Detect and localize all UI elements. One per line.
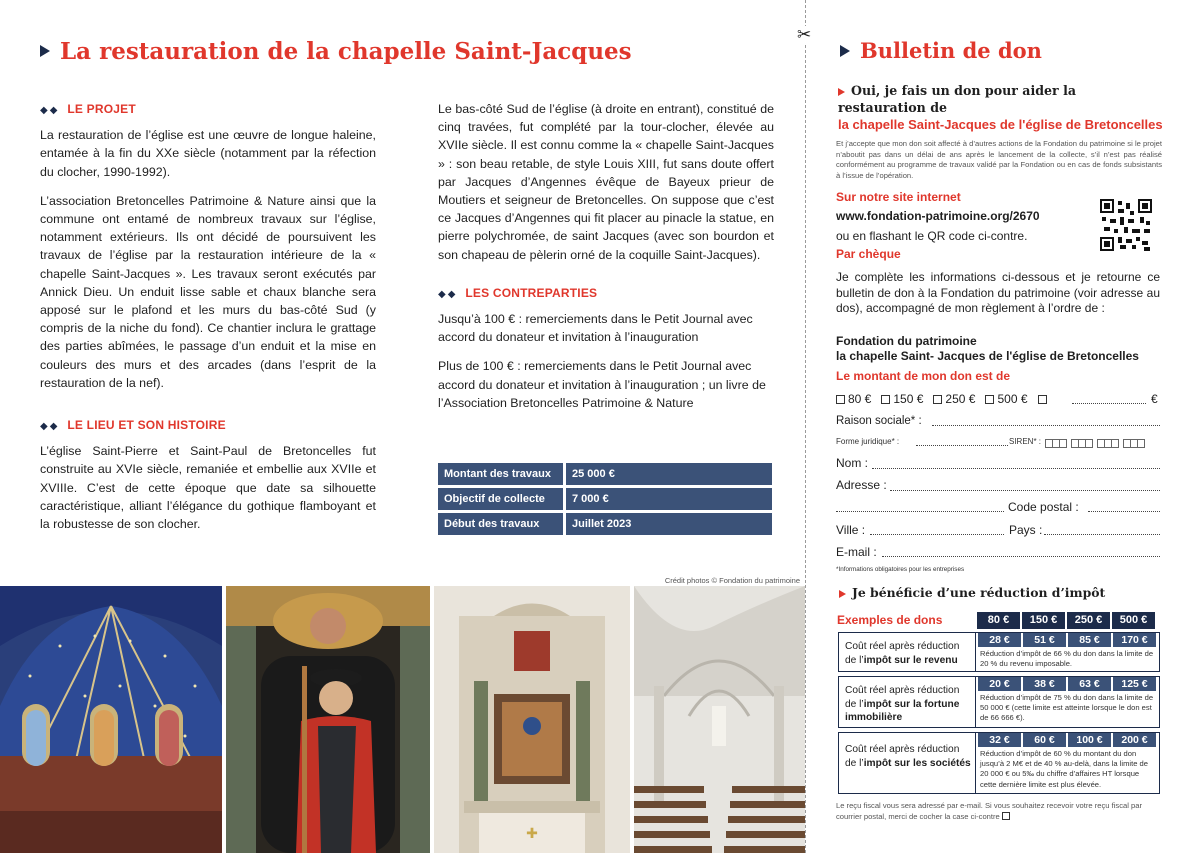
page-title: La restauration de la chapelle Saint-Jacques — [40, 38, 632, 65]
svg-text:✚: ✚ — [526, 825, 538, 841]
donation-intro: Oui, je fais un don pour aider la restauration de la chapelle Saint-Jacques de l'église de Bretoncelles — [838, 83, 1163, 132]
email-field[interactable] — [882, 556, 1160, 557]
donation-form — [806, 0, 1200, 853]
raison-sociale-field[interactable] — [932, 425, 1160, 426]
cost-value: 51 € — [1023, 633, 1066, 647]
photo-retable — [434, 586, 630, 853]
example-row-label: Coût réel après réduction de l’impôt sur les sociétés — [839, 733, 976, 793]
example-amount: 250 € — [1067, 612, 1110, 629]
adresse-field-line-2[interactable] — [836, 511, 1004, 512]
example-row-note: Réduction d’impôt de 60 % du montant du don jusqu’à 2 M€ et de 40 % au-delà, dans la limite de 20 000 € ou 5‰ du chiffre d’affaires HT lorsque cette dernière limite est plus élevée. — [980, 749, 1149, 789]
amount-checkbox-other[interactable] — [1038, 392, 1050, 406]
cost-value: 85 € — [1068, 633, 1111, 647]
cheque-label: Par chèque — [836, 247, 901, 261]
example-row-note: Réduction d’impôt de 75 % du don dans la limite de 50 000 € (cette limite est atteinte lorsque le don est de 66 666 €). — [980, 693, 1154, 723]
amount-checkbox-250[interactable]: 250 € — [933, 392, 975, 406]
contreparties-paragraph-2: Plus de 100 € : remerciements dans le Petit Journal avec accord du donateur et invitation à l’inauguration ; un livre de l’Association Bretoncelles Patrimoine & Nature — [438, 359, 766, 410]
scissors-icon: ✂ — [797, 25, 812, 44]
table-row: Montant des travaux 25 000 € — [438, 463, 772, 485]
diamond-icon: ◆◆ — [40, 421, 60, 433]
section-heading-contreparties: ◆◆ LES CONTREPARTIES — [438, 284, 774, 304]
code-postal-field[interactable] — [1088, 511, 1160, 512]
ville-field[interactable] — [870, 534, 1004, 535]
ville-label: Ville : — [836, 523, 866, 537]
table-row: Objectif de collecte 7 000 € — [438, 488, 772, 510]
acceptance-note: Et j’accepte que mon don soit affecté à d’autres actions de la Fondation du patrimoine si le projet n’aboutit pas dans un délai de ans après le lancement de la collecte, s’il n’est pas réalisé conformément au programme de travaux validé par la Fondation ou en cas de fonds subsistants à l’issue de l’opération. — [836, 139, 1162, 180]
photo-saint-jacques-statue — [226, 586, 430, 853]
cost-value: 60 € — [1023, 733, 1066, 747]
siren-field[interactable] — [1046, 434, 1145, 452]
email-label: E-mail : — [836, 545, 877, 559]
triangle-icon — [839, 590, 846, 598]
bas-cote-paragraph: Le bas-côté Sud de l’église (à droite en entrant), constitué de cinq travées, fut complété par la tour-clocher, élevée au XVIIe siècle. Il est connu comme la « chapelle Saint-Jacques » : son beau retable, de style Louis XIII, fut sans doute offert par Jacques d’Angennes évêque de Bayeux prieur de Moutiers et seigneur de Bretoncelles. On suppose que c’est ce Jacques d’Angennes qui fit placer au pinacle la statue, en pierre polychromée, de saint Jacques (avec son bourdon et son chapeau de pèlerin orné de la coquille Saint-Jacques). — [438, 102, 774, 262]
example-row-ifi — [838, 676, 1160, 728]
example-row-corporate-tax — [838, 732, 1160, 794]
example-amount: 500 € — [1112, 612, 1155, 629]
diamond-icon: ◆◆ — [40, 105, 60, 116]
adresse-field[interactable] — [890, 490, 1160, 491]
contreparties-paragraph-1: Jusqu’à 100 € : remerciements dans le Petit Journal avec accord du donateur et invitation à l’inauguration — [438, 312, 753, 345]
nom-label: Nom : — [836, 456, 869, 470]
cost-value: 125 € — [1113, 677, 1156, 691]
cheque-instructions: Je complète les informations ci-dessous et je retourne ce bulletin de don à la Fondation du patrimoine (voir adresse au dos), accompagné de mon règlement à l’ordre de : — [836, 270, 1160, 316]
examples-header — [837, 612, 1161, 629]
mandatory-note: *Informations obligatoires pour les entreprises — [836, 566, 965, 573]
section-heading-lieu: ◆◆ LE LIEU ET SON HISTOIRE — [40, 416, 376, 436]
site-url-link[interactable]: www.fondation-patrimoine.org/2670 — [836, 209, 1040, 223]
amount-checkbox-150[interactable]: 150 € — [881, 392, 923, 406]
cost-value: 100 € — [1068, 733, 1111, 747]
photo-chapel-vault — [0, 586, 222, 853]
facts-table — [438, 460, 772, 538]
amount-checkbox-80[interactable]: 80 € — [836, 392, 871, 406]
siren-label: SIREN* : — [1009, 437, 1042, 446]
diamond-icon: ◆◆ — [438, 288, 458, 300]
pays-field[interactable] — [1044, 534, 1160, 535]
postal-receipt-checkbox[interactable] — [1002, 812, 1010, 820]
forme-juridique-field[interactable] — [916, 445, 1008, 446]
triangle-icon — [840, 45, 850, 57]
triangle-icon — [40, 45, 50, 57]
pays-label: Pays : — [1009, 523, 1043, 537]
left-column — [40, 100, 376, 544]
example-row-label: Coût réel après réduction de l’impôt sur la fortune immobilière — [839, 677, 976, 727]
example-amount: 150 € — [1022, 612, 1065, 629]
cost-value: 38 € — [1023, 677, 1066, 691]
other-amount-field[interactable] — [1072, 403, 1146, 404]
projet-paragraph-2: L’association Bretoncelles Patrimoine & Nature ainsi que la commune ont entamé de nombreux travaux sur l’église, notamment extérieurs. Ils ont décidé de poursuivent les travaux de l’église par la restauration intérieure de la « chapelle Saint-Jacques ». Les travaux seront exécutés par Annick Dieu. Un enduit lisse sable et chaux blanche sera apposé sur le plafond et les murs du bas-côté Sud (y compris de la niche du fond). Ce chantier inclura le grattage des parties abîmées, le passage d’un enduit et la mise en couleurs des murs et des arcades (dans l’esprit de la restauration de la nef). — [40, 193, 376, 390]
cost-value: 28 € — [978, 633, 1021, 647]
qr-code-icon[interactable] — [1100, 199, 1152, 251]
euro-sign: € — [1151, 392, 1158, 406]
example-amount: 80 € — [977, 612, 1020, 629]
code-postal-label: Code postal : — [1008, 500, 1079, 514]
photo-nave-aisle — [634, 586, 805, 853]
amount-checkbox-500[interactable]: 500 € — [985, 392, 1027, 406]
nom-field[interactable] — [872, 468, 1160, 469]
table-row: Début des travaux Juillet 2023 — [438, 513, 772, 535]
payee-line-1: Fondation du patrimoine — [836, 334, 977, 348]
qr-text: ou en flashant le QR code ci-contre. — [836, 229, 1028, 243]
cost-value: 200 € — [1113, 733, 1156, 747]
raison-sociale-label: Raison sociale* : — [836, 415, 922, 427]
site-label: Sur notre site internet — [836, 190, 961, 204]
tax-reduction-title: Je bénéficie d’une réduction d’impôt — [839, 585, 1105, 600]
amount-options — [836, 392, 1050, 406]
cost-value: 170 € — [1113, 633, 1156, 647]
example-row-label: Coût réel après réduction de l’impôt sur le revenu — [839, 633, 976, 671]
cost-value: 20 € — [978, 677, 1021, 691]
bulletin-title: Bulletin de don — [840, 38, 1042, 63]
cost-value: 63 € — [1068, 677, 1111, 691]
receipt-footnote: Le reçu fiscal vous sera adressé par e-mail. Si vous souhaitez recevoir votre reçu fiscal par courrier postal, merci de cocher la case ci-contre — [836, 801, 1142, 821]
example-row-income-tax — [838, 632, 1160, 672]
example-row-note: Réduction d’impôt de 66 % du don dans la limite de 20 % du revenu imposable. — [980, 649, 1154, 669]
payee-line-2: la chapelle Saint- Jacques de l'église de Bretoncelles — [836, 349, 1139, 363]
right-column — [438, 100, 774, 423]
examples-label: Exemples de dons — [837, 613, 943, 627]
cost-value: 32 € — [978, 733, 1021, 747]
lieu-paragraph-1: L’église Saint-Pierre et Saint-Paul de Bretoncelles fut construite au XVIe siècle, remaniée et embellie aux XVIIe et XVIIIe. C’est de cette époque que date sa silhouette caractéristique, alliant l’élégance du gothique flamboyant et la robustesse de son clocher. — [40, 444, 376, 532]
triangle-icon — [838, 88, 845, 96]
forme-juridique-label: Forme juridique* : — [836, 437, 900, 446]
projet-paragraph-1: La restauration de l’église est une œuvre de longue haleine, entamée à la fin du XXe siècle (notamment par la réfection du clocher, 1990-1992). — [40, 128, 376, 179]
amount-label: Le montant de mon don est de — [836, 369, 1011, 383]
photo-credit: Crédit photos © Fondation du patrimoine — [664, 576, 800, 585]
section-heading-projet: ◆◆ LE PROJET — [40, 100, 376, 120]
adresse-label: Adresse : — [836, 478, 887, 492]
